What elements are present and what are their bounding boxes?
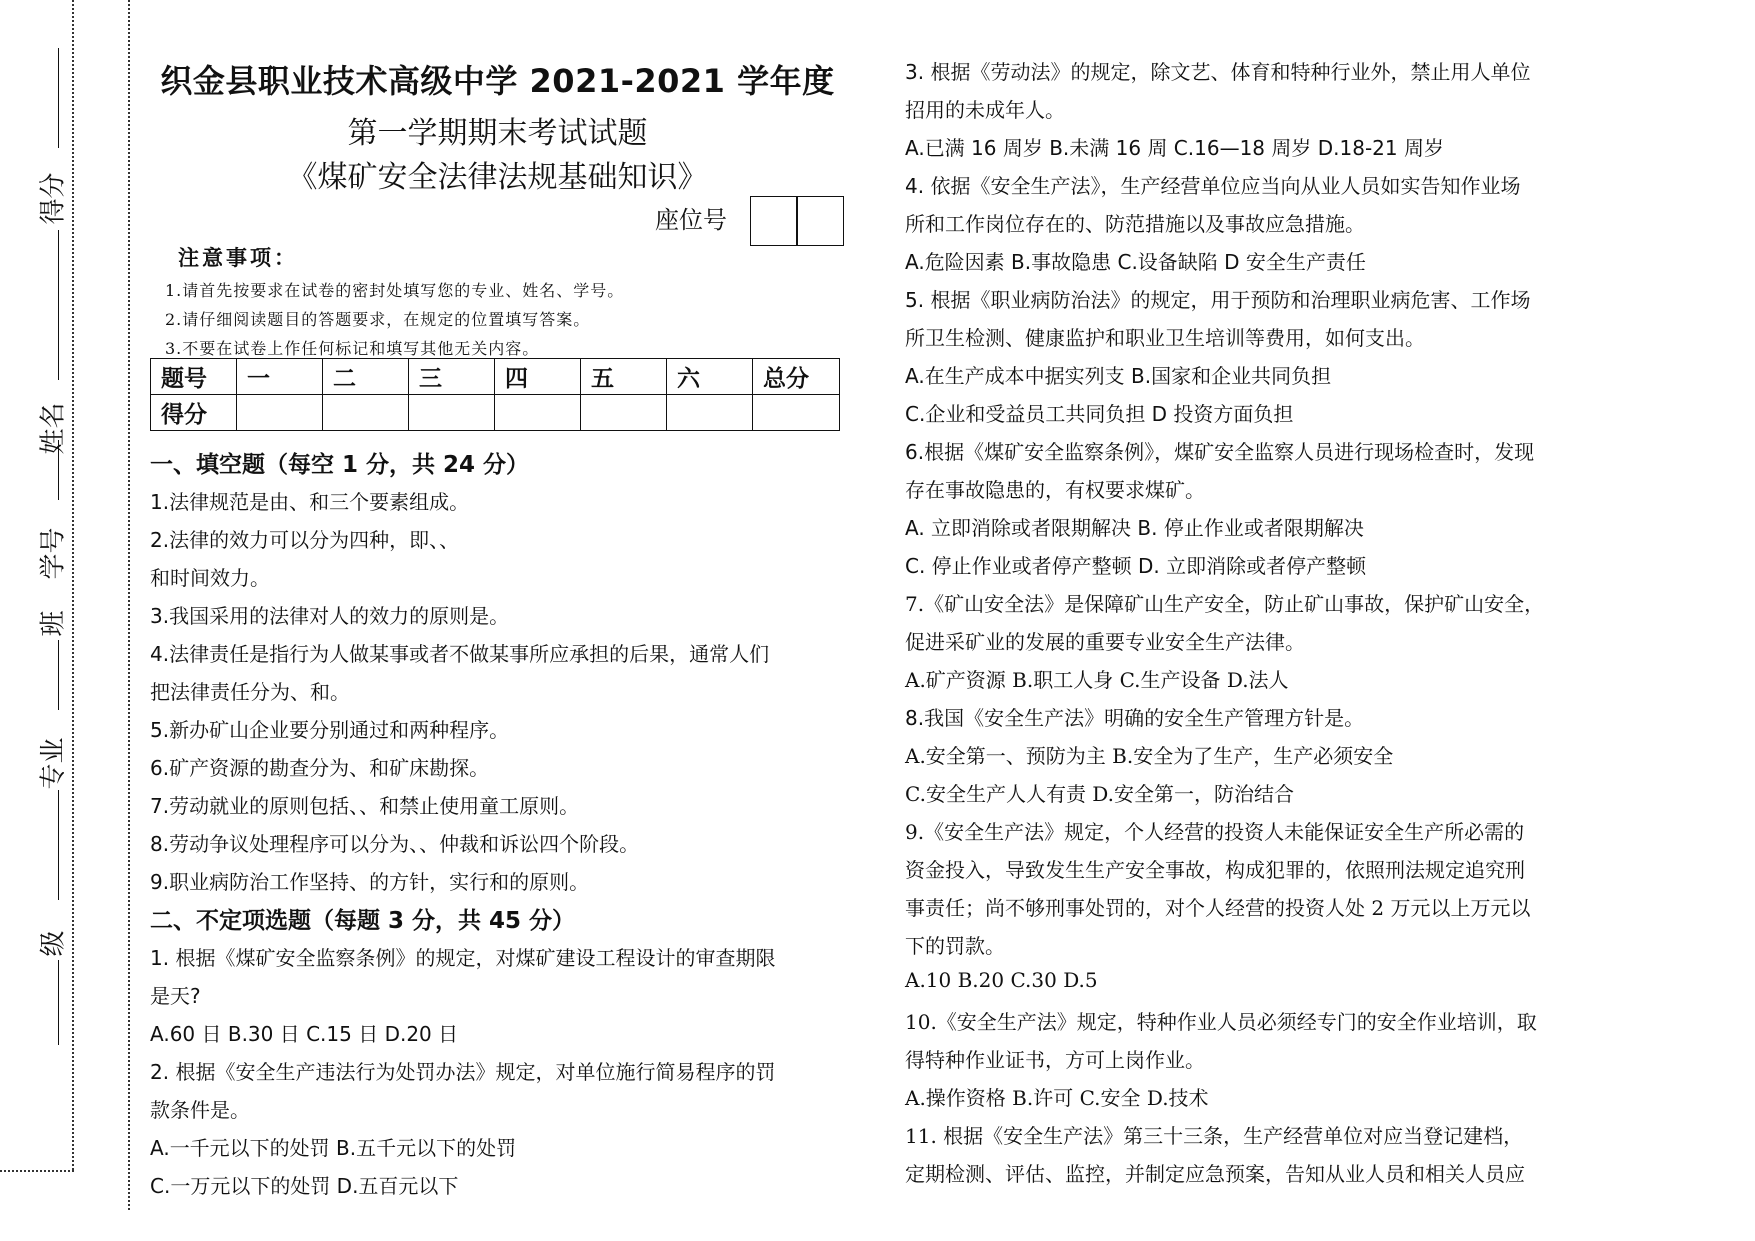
answer-options: A.在生产成本中据实列支 B.国家和企业共同负担 xyxy=(905,364,1332,388)
seal-line-outer xyxy=(128,0,130,1210)
score-table-header: 六 xyxy=(667,359,753,395)
answer-options: C. 停止作业或者停产整顿 D. 立即消除或者停产整顿 xyxy=(905,554,1367,578)
answer-options: C.一万元以下的处罚 D.五百元以下 xyxy=(150,1174,459,1198)
question-line: 9.《安全生产法》规定，个人经营的投资人未能保证安全生产所必需的 xyxy=(905,820,1525,844)
score-cell[interactable] xyxy=(753,395,840,431)
score-table-header: 题号 xyxy=(151,359,237,395)
question-line: 2.法律的效力可以分为四种，即、、 xyxy=(150,528,460,552)
score-table-header: 三 xyxy=(409,359,495,395)
score-label: 得分 xyxy=(38,172,69,225)
score-cell[interactable] xyxy=(323,395,409,431)
score-table-header: 总分 xyxy=(753,359,840,395)
question-line: 9.职业病防治工作坚持、的方针，实行和的原则。 xyxy=(150,870,590,894)
answer-options: A.一千元以下的处罚 B.五千元以下的处罚 xyxy=(150,1136,517,1160)
answer-options: A.操作资格 B.许可 C.安全 D.技术 xyxy=(905,1086,1209,1110)
question-line: 和时间效力。 xyxy=(150,566,270,590)
seat-number-label: 座位号 xyxy=(655,206,727,234)
score-table-header: 一 xyxy=(237,359,323,395)
score-line xyxy=(58,48,59,148)
seal-line-bottom xyxy=(0,1170,74,1172)
notice-title: 注意事项： xyxy=(178,246,298,270)
major-label: 专业 xyxy=(38,737,69,790)
question-line: 资金投入，导致发生生产安全事故，构成犯罪的，依照刑法规定追究刑 xyxy=(905,858,1525,882)
question-line: 4. 依据《安全生产法》，生产经营单位应当向从业人员如实告知作业场 xyxy=(905,174,1521,198)
exam-subtitle: 第一学期期末考试试题 xyxy=(347,116,648,151)
score-table-header: 二 xyxy=(323,359,409,395)
answer-options: A.危险因素 B.事故隐患 C.设备缺陷 D 安全生产责任 xyxy=(905,250,1366,274)
notice-item: 2.请仔细阅读题目的答题要求，在规定的位置填写答案。 xyxy=(165,310,591,329)
question-line: 6.矿产资源的勘查分为、和矿床勘探。 xyxy=(150,756,490,780)
score-table-score-row xyxy=(151,395,840,431)
score-cell[interactable] xyxy=(667,395,753,431)
question-line: 3.我国采用的法律对人的效力的原则是。 xyxy=(150,604,510,628)
class-label: 班 xyxy=(38,610,69,637)
page-title: 织金县职业技术高级中学 2021-2021 学年度 xyxy=(160,62,835,100)
question-line: 把法律责任分为、和。 xyxy=(150,680,350,704)
answer-options: A.60 日 B.30 日 C.15 日 D.20 日 xyxy=(150,1022,459,1046)
score-row-label: 得分 xyxy=(151,395,237,431)
major-line xyxy=(58,790,59,900)
question-line: 下的罚款。 xyxy=(905,934,1005,958)
answer-options: A.安全第一、预防为主 B.安全为了生产，生产必须安全 xyxy=(905,744,1394,768)
answer-options: A.矿产资源 B.职工人身 C.生产设备 D.法人 xyxy=(905,668,1289,692)
notice-item: 1.请首先按要求在试卷的密封处填写您的专业、姓名、学号。 xyxy=(165,281,625,300)
notice-item: 3.不要在试卷上作任何标记和填写其他无关内容。 xyxy=(165,339,540,358)
question-line: 4.法律责任是指行为人做某事或者不做某事所应承担的后果，通常人们 xyxy=(150,642,770,666)
question-line: 11. 根据《安全生产法》第三十三条，生产经营单位对应当登记建档， xyxy=(905,1124,1524,1148)
score-cell[interactable] xyxy=(237,395,323,431)
student-id-line xyxy=(58,440,59,500)
answer-options: A. 立即消除或者限期解决 B. 停止作业或者限期解决 xyxy=(905,516,1364,540)
name-label: 姓名 xyxy=(38,402,69,455)
student-id-label: 学号 xyxy=(38,527,69,580)
seat-number-box-1[interactable] xyxy=(750,196,798,246)
question-line: 8.劳动争议处理程序可以分为、、仲裁和诉讼四个阶段。 xyxy=(150,832,640,856)
score-cell[interactable] xyxy=(495,395,581,431)
score-cell[interactable] xyxy=(581,395,667,431)
score-cell[interactable] xyxy=(409,395,495,431)
question-line: 存在事故隐患的，有权要求煤矿。 xyxy=(905,478,1205,502)
question-line: 定期检测、评估、监控，并制定应急预案，告知从业人员和相关人员应 xyxy=(905,1162,1525,1186)
grade-line xyxy=(58,960,59,1045)
question-line: 促进采矿业的发展的重要专业安全生产法律。 xyxy=(905,630,1305,654)
question-line: 所和工作岗位存在的、防范措施以及事故应急措施。 xyxy=(905,212,1365,236)
question-line: 得特种作业证书，方可上岗作业。 xyxy=(905,1048,1205,1072)
score-table xyxy=(150,358,840,431)
answer-options: A.已满 16 周岁 B.未满 16 周 C.16—18 周岁 D.18-21 周岁 xyxy=(905,136,1444,160)
question-line: 3. 根据《劳动法》的规定，除文艺、体育和特种行业外，禁止用人单位 xyxy=(905,60,1531,84)
grade-label: 级 xyxy=(38,930,69,957)
binding-margin xyxy=(0,0,130,1241)
seat-number-box-2[interactable] xyxy=(796,196,844,246)
section-heading-fill-in: 一、填空题（每空 1 分，共 24 分） xyxy=(150,452,530,478)
question-line: 10.《安全生产法》规定，特种作业人员必须经专门的安全作业培训，取 xyxy=(905,1010,1537,1034)
question-line: 6.根据《煤矿安全监察条例》，煤矿安全监察人员进行现场检查时，发现 xyxy=(905,440,1535,464)
question-line: 7.《矿山安全法》是保障矿山生产安全，防止矿山事故，保护矿山安全， xyxy=(905,592,1545,616)
question-line: 1. 根据《煤矿安全监察条例》的规定，对煤矿建设工程设计的审查期限 xyxy=(150,946,776,970)
course-title: 《煤矿安全法律法规基础知识》 xyxy=(287,160,708,195)
question-line: 是天? xyxy=(150,984,201,1008)
score-table-header-row xyxy=(151,359,840,395)
question-line: 1.法律规范是由、和三个要素组成。 xyxy=(150,490,470,514)
question-line: 事责任；尚不够刑事处罚的，对个人经营的投资人处 2 万元以上万元以 xyxy=(905,896,1531,920)
class-line xyxy=(58,640,59,710)
seal-line-inner xyxy=(72,0,74,1170)
score-table-header: 五 xyxy=(581,359,667,395)
section-heading-multiple-choice: 二、不定项选题（每题 3 分，共 45 分） xyxy=(150,908,576,934)
answer-options: A.10 B.20 C.30 D.5 xyxy=(905,968,1098,992)
score-table-header: 四 xyxy=(495,359,581,395)
question-line: 5.新办矿山企业要分别通过和两种程序。 xyxy=(150,718,510,742)
question-line: 2. 根据《安全生产违法行为处罚办法》规定，对单位施行简易程序的罚 xyxy=(150,1060,776,1084)
name-line xyxy=(58,230,59,380)
answer-options: C.企业和受益员工共同负担 D 投资方面负担 xyxy=(905,402,1294,426)
question-line: 7.劳动就业的原则包括、、和禁止使用童工原则。 xyxy=(150,794,580,818)
answer-options: C.安全生产人人有责 D.安全第一，防治结合 xyxy=(905,782,1294,806)
question-line: 8.我国《安全生产法》明确的安全生产管理方针是。 xyxy=(905,706,1365,730)
question-line: 招用的未成年人。 xyxy=(905,98,1065,122)
question-line: 5. 根据《职业病防治法》的规定，用于预防和治理职业病危害、工作场 xyxy=(905,288,1531,312)
question-line: 所卫生检测、健康监护和职业卫生培训等费用，如何支出。 xyxy=(905,326,1425,350)
question-line: 款条件是。 xyxy=(150,1098,250,1122)
